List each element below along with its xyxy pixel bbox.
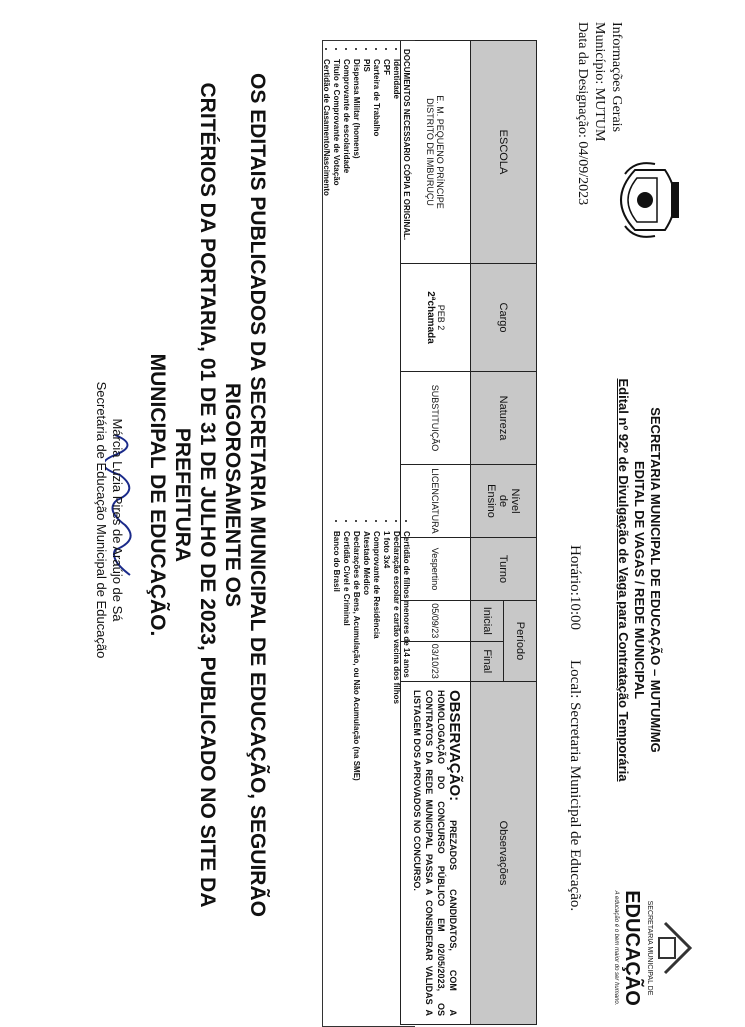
col-inicial: Inicial xyxy=(471,601,504,642)
education-logo-icon xyxy=(655,918,695,978)
documents-title: DOCUMENTOS NECESSARIO CÓPIA E ORIGINAL. xyxy=(402,49,411,241)
education-logo xyxy=(575,878,695,1018)
documents-right-list xyxy=(331,521,411,781)
list-item: • Comprovante de Residência xyxy=(371,531,381,781)
list-item: • Banco do Brasil xyxy=(331,531,341,781)
cell-escola-l1: E. M. PEQUENO PRÍNCIPE xyxy=(435,95,446,209)
list-item: • CPF xyxy=(381,59,391,240)
list-item: • Carteira de Trabalho xyxy=(371,59,381,240)
list-item: • Declarações de Bens, Acumulação, ou Não Acumulação (na SME) xyxy=(351,531,361,781)
documents-box xyxy=(322,40,415,1027)
cell-natureza: SUBSTITUIÇÃO xyxy=(401,372,471,465)
list-item: • Certidão de Casamento/Nascimento xyxy=(321,59,331,240)
edital-title: Edital nº 92º de Divulgação de Vaga para Contratação Temporária xyxy=(616,378,631,782)
logo-main-text: EDUCAÇÃO xyxy=(621,890,643,1006)
documents-right xyxy=(331,521,411,781)
statement-line3: MUNICIPAL DE EDUCAÇÃO. xyxy=(146,353,169,637)
col-nivel-l1: Nível xyxy=(509,488,522,514)
cell-cargo-l2: 2ªchamada xyxy=(425,291,436,344)
col-escola: ESCOLA xyxy=(471,41,537,264)
info-municipio: Município: MUTUM xyxy=(592,22,607,142)
header-line2: EDITAL DE VAGAS / REDE MUNICIPAL xyxy=(632,460,647,700)
table-header-row xyxy=(504,41,537,1025)
list-item: • Título e Comprovante de Votação xyxy=(331,59,341,240)
cell-turno: Vespertino xyxy=(401,538,471,601)
cell-final: 03/10/23 xyxy=(401,641,471,682)
list-item: • PIS xyxy=(361,59,371,240)
signature-role: Secretária de Educação Municipal de Educação xyxy=(94,381,109,659)
signature-name: Márcia Luzia Pires de Araújo de Sá xyxy=(110,418,125,622)
list-item: • Comprovante de escolaridade xyxy=(341,59,351,240)
obs-label: OBSERVAÇÃO: xyxy=(446,690,463,802)
info-local: Local: Secretaria Municipal de Educação. xyxy=(567,660,583,912)
obs-text: PREZADOS CANDIDATOS, COM A HOMOLOGAÇÃO DO CONCURSO PÚBLICO EM 02/05/2023, OS CONTRATOS DA REDE MUNICIPAL PASSA A CONSIDERAR VALIDAS A LISTAGEM DOS APROVADOS NO CONCURSO. xyxy=(412,690,458,1016)
info-title: Informações Gerais xyxy=(609,22,624,133)
col-final: Final xyxy=(471,641,504,682)
statement-block xyxy=(145,60,270,930)
list-item: • Certidão Cível e Criminal xyxy=(341,531,351,781)
col-nivel-l2: de xyxy=(497,494,510,508)
cell-escola-l2: DISTRITO DE IMBURUÇU xyxy=(425,98,436,206)
logo-top-text: SECRETARIA MUNICIPAL DE xyxy=(646,900,653,996)
list-item: • Declaração escolar e cartão vacina dos filhos xyxy=(391,531,401,781)
list-item: • Certidão de filhos menores de 14 anos xyxy=(401,531,411,781)
cell-inicial: 05/09/23 xyxy=(401,601,471,642)
header-block xyxy=(615,270,663,890)
general-info xyxy=(574,22,625,205)
info-data: Data da Designação: 04/09/2023 xyxy=(575,22,590,206)
info-horario: Horário:10:00 xyxy=(567,545,583,630)
list-item: • Identidade xyxy=(391,59,401,240)
statement-line2: CRITÉRIOS DA PORTARIA, 01 DE 31 DE JULHO DE 2023, PUBLICADO NO SITE DA PREFEITURA xyxy=(171,82,219,908)
col-observacoes: Observações xyxy=(471,682,537,1025)
list-item: • 1 foto 3x4 xyxy=(381,531,391,781)
vacancy-table xyxy=(400,40,537,1025)
signature-block xyxy=(93,330,125,710)
list-item: • Atestado Médico xyxy=(361,531,371,781)
col-turno: Turno xyxy=(471,538,537,601)
cell-nivel: LICENCIATURA xyxy=(401,465,471,538)
header-line1: SECRETARIA MUNICIPAL DE EDUCAÇÃO – MUTUM/MG xyxy=(648,407,663,753)
col-cargo: Cargo xyxy=(471,264,537,372)
col-periodo: Período xyxy=(504,601,537,682)
col-nivel-l3: Ensino xyxy=(485,484,498,518)
documents-left xyxy=(321,49,411,240)
documents-left-list xyxy=(321,49,401,240)
cell-cargo-l1: PEB 2 xyxy=(436,304,446,331)
col-nivel xyxy=(471,465,537,538)
list-item: • Dispensa Militar (homens) xyxy=(351,59,361,240)
col-natureza: Natureza xyxy=(471,372,537,465)
logo-tagline: A educação é o bem maior do ser humano. xyxy=(613,890,619,1006)
statement-line1: OS EDITAIS PUBLICADOS DA SECRETARIA MUNICIPAL DE EDUCAÇÃO, SEGUIRÃO RIGOROSAMENTE OS xyxy=(221,73,269,917)
